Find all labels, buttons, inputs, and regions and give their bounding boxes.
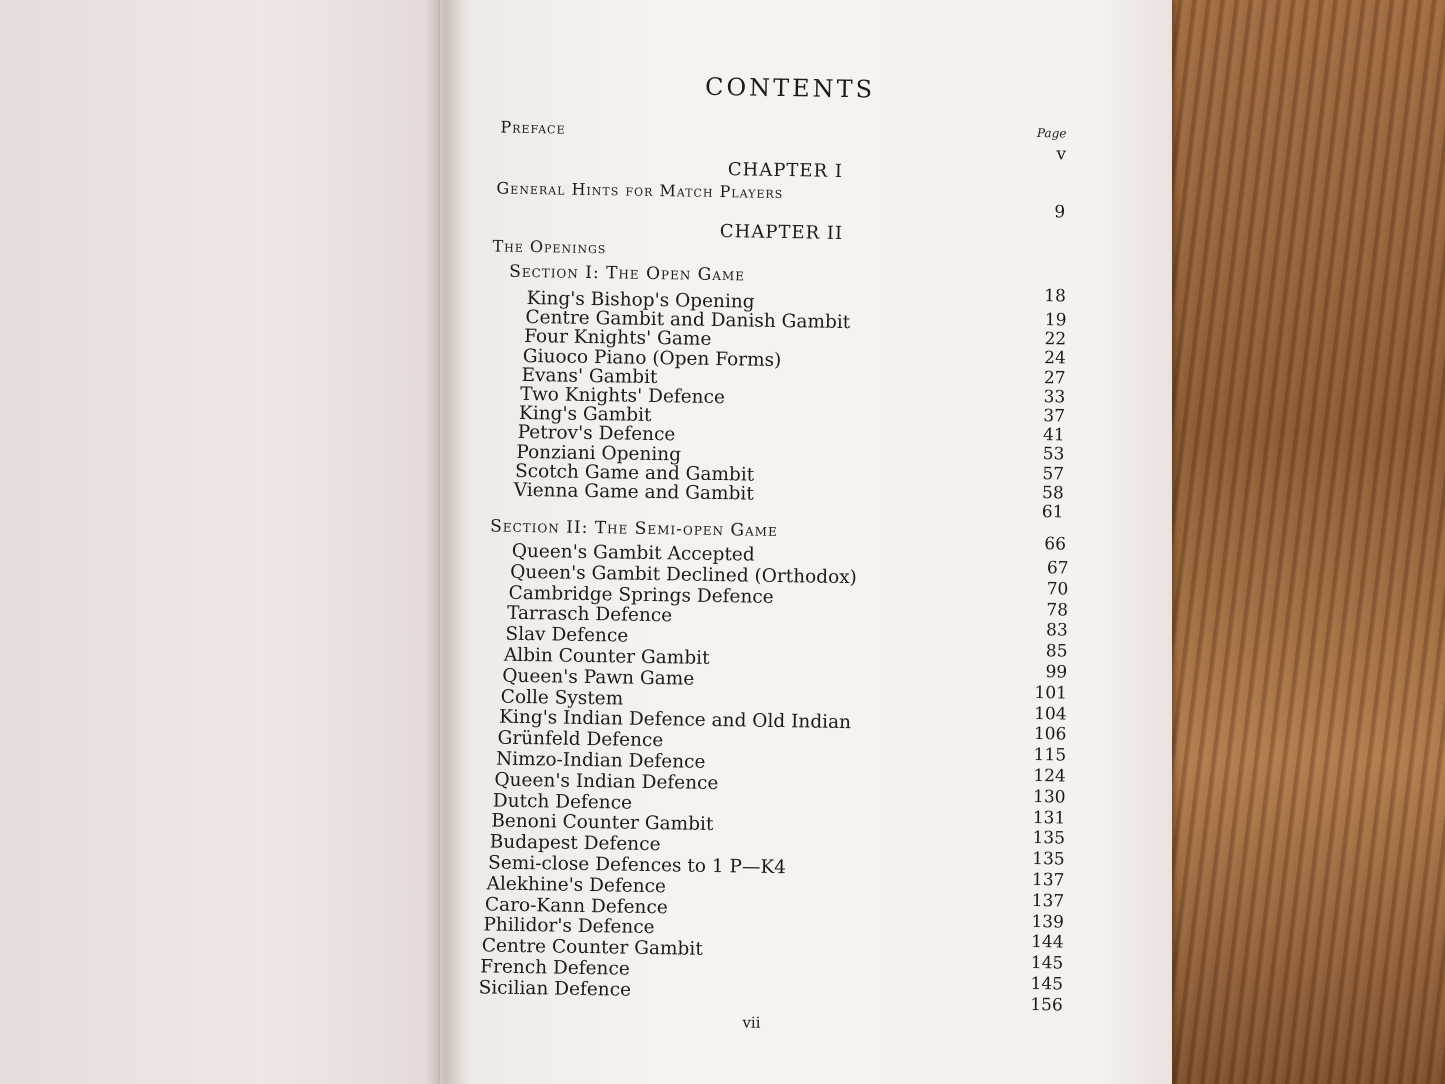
toc-entry-title: Colle System: [500, 686, 624, 710]
toc-entry-title: Alekhine's Defence: [486, 873, 667, 898]
toc-entry-page: 135: [1032, 828, 1066, 849]
toc-entry-page: 37: [1043, 406, 1066, 427]
toc-entry-page: 99: [1045, 662, 1068, 683]
toc-entry-title: Grünfeld Defence: [497, 727, 664, 752]
toc-entry-page: 57: [1042, 463, 1065, 485]
section-1-page: 18: [1044, 286, 1067, 307]
toc-entry-title: Petrov's Defence: [517, 422, 676, 446]
toc-entry-page: 135: [1032, 849, 1065, 870]
toc-entry-page: 144: [1030, 932, 1064, 953]
toc-entry-page: 41: [1042, 425, 1065, 446]
toc-entry-page: 33: [1043, 386, 1066, 408]
toc-entry-page: 145: [1030, 973, 1064, 995]
toc-entry-page: 137: [1031, 890, 1065, 912]
toc-entry-page: 85: [1045, 641, 1068, 662]
toc-entry-title: King's Gambit: [518, 403, 652, 427]
toc-entry-page: 67: [1046, 558, 1069, 579]
toc-entry-title: King's Bishop's Opening: [526, 287, 755, 313]
toc-entry-title: Dutch Defence: [492, 790, 633, 814]
toc-entry-title: Ponziani Opening: [516, 441, 682, 466]
toc-entry-title: Vienna Game and Gambit: [513, 479, 754, 505]
toc-entry-page: 19: [1044, 310, 1067, 331]
toc-entry-title: Queen's Gambit Declined (Orthodox): [510, 561, 858, 589]
toc-entry-title: Scotch Game and Gambit: [514, 460, 755, 486]
contents-title: CONTENTS: [704, 72, 876, 104]
toc-entry-page: 78: [1046, 599, 1069, 621]
chapter-1-entry: General Hints for Match Players: [496, 178, 784, 203]
toc-entry-title: Centre Gambit and Danish Gambit: [525, 307, 851, 334]
toc-entry-page: 106: [1033, 724, 1067, 745]
toc-entry-title: Caro-Kann Defence: [484, 894, 668, 918]
toc-entry-page: 22: [1044, 329, 1067, 350]
preface-entry: Preface: [500, 117, 566, 138]
toc-entry-page: 83: [1045, 620, 1068, 641]
toc-entry-title: Queen's Pawn Game: [502, 665, 695, 690]
page-column-label: Page: [1036, 125, 1067, 141]
toc-entry-page: 139: [1031, 911, 1065, 933]
toc-entry-title: Cambridge Springs Defence: [508, 582, 774, 608]
toc-entry-title: Budapest Defence: [489, 831, 661, 856]
toc-entry-page: 53: [1042, 444, 1065, 465]
toc-entry-page: 70: [1046, 578, 1069, 600]
toc-entry-page: 24: [1044, 348, 1067, 369]
toc-entry-page: 61: [1041, 502, 1064, 523]
toc-entry-title: Evans' Gambit: [521, 364, 658, 388]
openings-subheading: The Openings: [492, 236, 607, 258]
toc-entry-title: Philidor's Defence: [483, 914, 655, 939]
toc-entry-title: Queen's Indian Defence: [494, 769, 719, 794]
toc-entry-page: 58: [1041, 482, 1064, 504]
toc-entry-page: 137: [1031, 870, 1065, 891]
toc-entry-title: Nimzo-Indian Defence: [495, 748, 706, 773]
toc-entry-page: 101: [1034, 682, 1068, 704]
chapter-1-page: 9: [1054, 202, 1066, 223]
section-2-label: Section II: The Semi-open Game: [490, 516, 778, 541]
toc-entry-title: Centre Counter Gambit: [481, 935, 703, 961]
chapter-2-heading: CHAPTER II: [719, 221, 844, 244]
toc-entry-title: Albin Counter Gambit: [503, 644, 710, 669]
preface-page: v: [1056, 144, 1067, 165]
toc-entry-title: King's Indian Defence and Old Indian: [499, 707, 852, 734]
section-1-label: Section I: The Open Game: [509, 261, 746, 286]
toc-entry-title: Tarrasch Defence: [506, 603, 673, 627]
toc-entry-page: 115: [1033, 745, 1067, 766]
toc-entry-page: 124: [1033, 766, 1066, 787]
page-folio: vii: [742, 1013, 761, 1032]
toc-entry-title: Benoni Counter Gambit: [491, 810, 714, 836]
toc-entry-title: Semi-close Defences to 1 P—K4: [487, 852, 787, 879]
toc-entry-title: Giuoco Piano (Open Forms): [522, 345, 782, 371]
toc-entry-title: Slav Defence: [505, 623, 629, 647]
toc-entry-page: 130: [1032, 786, 1066, 808]
toc-entry-title: Two Knights' Defence: [520, 383, 726, 409]
toc-entry-page: 156: [1030, 994, 1063, 1016]
section-2-page: 66: [1044, 534, 1067, 555]
toc-entry-title: French Defence: [480, 956, 630, 980]
toc-entry-page: 145: [1030, 953, 1064, 974]
toc-entry-page: 104: [1034, 703, 1067, 725]
toc-entry-page: 131: [1032, 807, 1066, 829]
toc-entry-title: Sicilian Defence: [478, 977, 632, 1001]
toc-entry-title: Four Knights' Game: [523, 326, 712, 351]
chapter-1-heading: CHAPTER I: [727, 159, 844, 182]
toc-entry-title: Queen's Gambit Accepted: [511, 540, 755, 566]
toc-entry-page: 27: [1043, 367, 1066, 389]
